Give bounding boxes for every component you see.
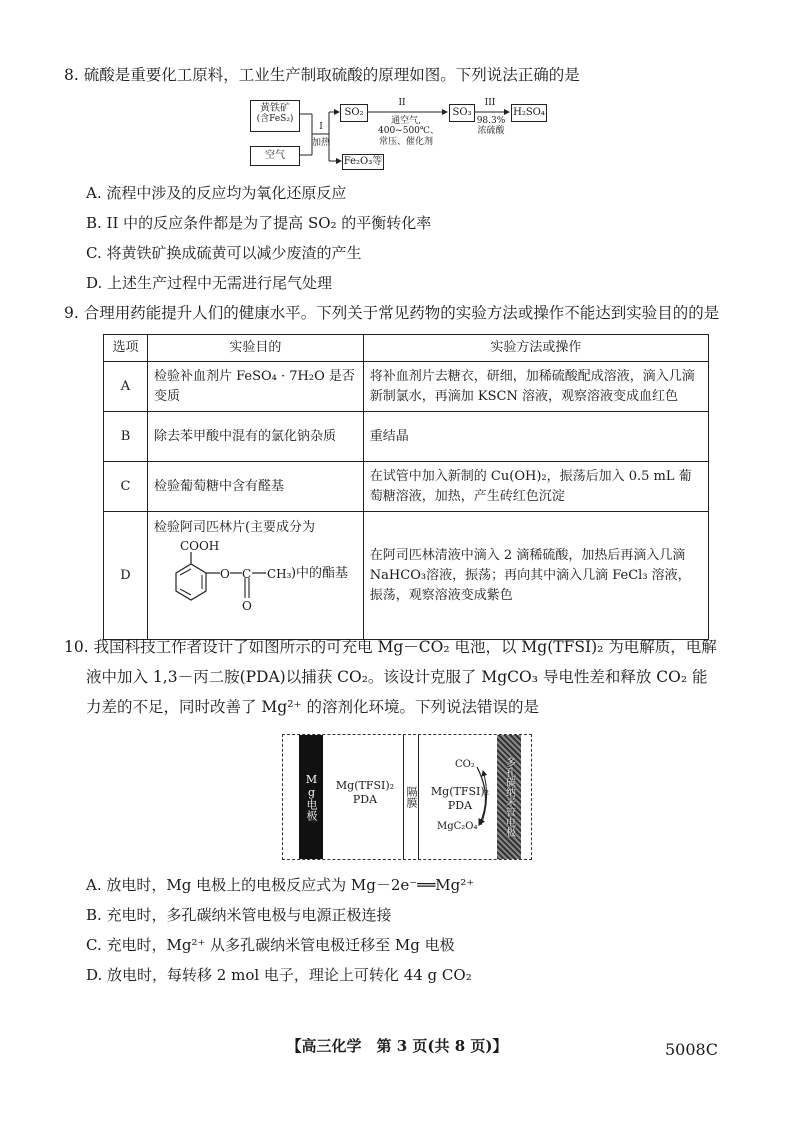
battery-diagram xyxy=(282,734,532,860)
struct-cooh: COOH xyxy=(179,539,220,553)
table-row xyxy=(104,412,709,462)
q10-option-b: B. 充电时，多孔碳纳米管电极与电源正极连接 xyxy=(86,906,392,924)
aspirin-structure xyxy=(154,538,357,628)
right-electrolyte: Mg(TFSI)₂ PDA xyxy=(430,785,490,812)
q10-stem-line1: 10. 我国科技工作者设计了如图所示的可充电 Mg－CO₂ 电池，以 Mg(TFSI)₂ 为电解质，电解 xyxy=(64,638,717,656)
fe2o3-box: Fe₂O₃等 xyxy=(342,154,384,170)
table-row xyxy=(104,462,709,512)
row-purpose xyxy=(147,512,363,640)
step2-condition-1: 通空气, xyxy=(391,116,421,126)
q10-stem-line2: 液中加入 1,3－丙二胺(PDA)以捕获 CO₂。该设计克服了 MgCO₃ 导电性差和释放 CO₂ 能 xyxy=(86,668,708,686)
row-purpose: 除去苯甲酸中混有的氯化钠杂质 xyxy=(147,412,363,462)
mgc2o4-label: MgC₂O₄ xyxy=(437,821,478,832)
so3-box: SO₃ xyxy=(449,104,475,122)
q8-option-b: B. II 中的反应条件都是为了提高 SO₂ 的平衡转化率 xyxy=(86,214,432,232)
row-option: A xyxy=(104,362,148,412)
mg-electrode: Mg电极 xyxy=(299,735,323,859)
row-purpose: 检验补血剂片 FeSO₄ · 7H₂O 是否变质 xyxy=(147,362,363,412)
q9-experiment-table xyxy=(103,334,709,640)
q8-option-a: A. 流程中涉及的反应均为氧化还原反应 xyxy=(86,184,347,202)
purpose-text-post: )中的酯基 xyxy=(290,566,349,581)
step1-condition: 加热 xyxy=(311,138,330,148)
struct-carbonyl-c: C xyxy=(241,567,252,581)
air-box: 空气 xyxy=(250,146,300,166)
table-row xyxy=(104,362,709,412)
purpose-text-pre: 检验阿司匹林片(主要成分为 xyxy=(153,520,316,535)
struct-ch3: CH₃ xyxy=(266,567,292,581)
q8-option-d: D. 上述生产过程中无需进行尾气处理 xyxy=(86,274,333,292)
step2-condition-3: 常压、催化剂 xyxy=(378,137,433,147)
q8-stem: 8. 硫酸是重要化工原料，工业生产制取硫酸的原理如图。下列说法正确的是 xyxy=(64,66,580,84)
row-method: 在阿司匹林清液中滴入 2 滴稀硫酸，加热后再滴入几滴 NaHCO₃溶液，振荡；再向其中滴入几滴 FeCl₃ 溶液，振荡，观察溶液变成紫色 xyxy=(363,512,708,640)
step1-label: I xyxy=(319,122,323,132)
row-method: 重结晶 xyxy=(363,412,708,462)
step3-label: III xyxy=(484,98,496,108)
row-option: B xyxy=(104,412,148,462)
step2-condition-2: 400~500℃、 xyxy=(378,126,439,136)
struct-carbonyl-o: O xyxy=(241,599,252,613)
q10-stem-line3: 力差的不足，同时改善了 Mg²⁺ 的溶剂化环境。下列说法错误的是 xyxy=(86,698,540,716)
q10-option-c: C. 充电时，Mg²⁺ 从多孔碳纳米管电极迁移至 Mg 电极 xyxy=(86,936,455,954)
page-footer: 【高三化学 第 3 页(共 8 页)】 xyxy=(286,1037,508,1055)
step2-label: II xyxy=(398,98,406,108)
q8-option-c: C. 将黄铁矿换成硫黄可以减少废渣的产生 xyxy=(86,244,362,262)
reaction-arrow-icon xyxy=(473,763,497,833)
cnt-electrode: 多孔碳纳米管电极 xyxy=(497,735,521,859)
separator: 隔膜 xyxy=(403,735,419,859)
header-method: 实验方法或操作 xyxy=(363,335,708,362)
row-method: 将补血剂片去糖衣，研细，加稀硫酸配成溶液，滴入几滴新制氯水，再滴加 KSCN 溶液，观察溶液变成血红色 xyxy=(363,362,708,412)
q8-flow-diagram xyxy=(0,0,794,180)
pyrite-box: 黄铁矿 (含FeS₂) xyxy=(250,100,300,132)
header-purpose: 实验目的 xyxy=(147,335,363,362)
co2-label: CO₂ xyxy=(455,759,475,770)
q10-option-a: A. 放电时，Mg 电极上的电极反应式为 Mg－2e⁻══Mg²⁺ xyxy=(86,876,475,894)
row-method: 在试管中加入新制的 Cu(OH)₂，振荡后加入 0.5 mL 葡萄糖溶液，加热，产生砖红色沉淀 xyxy=(363,462,708,512)
h2so4-box: H₂SO₄ xyxy=(511,104,547,122)
table-row xyxy=(104,512,709,640)
row-option: D xyxy=(104,512,148,640)
left-electrolyte: Mg(TFSI)₂ PDA xyxy=(335,779,395,806)
header-option: 选项 xyxy=(104,335,148,362)
struct-ester-o: O xyxy=(219,567,230,581)
q10-option-d: D. 放电时，每转移 2 mol 电子，理论上可转化 44 g CO₂ xyxy=(86,966,472,984)
step3-condition-1: 98.3% xyxy=(476,116,506,126)
table-header-row xyxy=(104,335,709,362)
q8-flow-arrows xyxy=(0,0,794,180)
so2-box: SO₂ xyxy=(340,104,368,122)
step3-condition-2: 浓硫酸 xyxy=(477,126,505,136)
row-option: C xyxy=(104,462,148,512)
q9-stem: 9. 合理用药能提升人们的健康水平。下列关于常见药物的实验方法或操作不能达到实验目的的是 xyxy=(64,304,720,322)
paper-code: 5008C xyxy=(665,1040,718,1059)
row-purpose: 检验葡萄糖中含有醛基 xyxy=(147,462,363,512)
